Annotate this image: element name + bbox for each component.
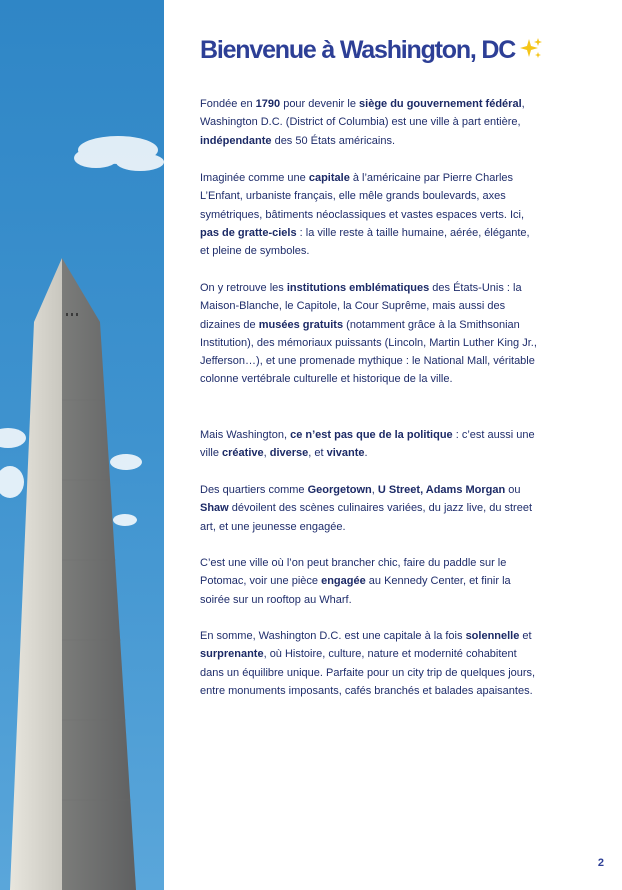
emphasis-text: indépendante [200, 134, 272, 147]
emphasis-text: surprenante [200, 648, 264, 661]
emphasis-text: engagée [321, 575, 366, 588]
emphasis-text: créative [222, 447, 264, 460]
emphasis-text: Georgetown [307, 484, 372, 496]
paragraph-conclusion [200, 627, 540, 700]
body-text: On y retrouve les [200, 282, 287, 294]
body-text: au Kennedy Center, et finir la soirée sur un rooftop au Wharf. [200, 575, 511, 606]
body-text: et [519, 630, 532, 642]
body-text: Mais Washington, [200, 429, 291, 441]
body-text: , [263, 447, 270, 460]
paragraph-ville [200, 554, 540, 609]
body-text: C’est une ville où l’on peut brancher chic, faire du paddle sur le Potomac, voir une pièce [200, 557, 507, 588]
sparkles-icon [519, 37, 543, 68]
emphasis-text: diverse [269, 447, 309, 460]
body-text: ou [505, 484, 521, 496]
body-text: Fondée en [200, 98, 256, 110]
body-text: . [364, 447, 368, 460]
paragraph-politique [200, 426, 540, 463]
paragraph-quartiers [200, 481, 540, 536]
emphasis-text: musées gratuits [258, 318, 344, 331]
body-text: dévoilent des scènes culinaires variées, du jazz live, du street art, et une jeunesse engagée. [200, 502, 533, 533]
page-title-text: Bienvenue à Washington, DC [200, 36, 516, 64]
body-text: , où Histoire, culture, nature et modernité cohabitent dans un équilibre unique. Parfaite pour un city trip de quelques jours, entre monuments imposants, cafés branchés et balades apaisantes. [200, 648, 536, 697]
emphasis-text: pas de gratte-ciels [200, 226, 297, 239]
emphasis-text: Shaw [200, 502, 229, 515]
body-text: à l’américaine par Pierre Charles L’Enfant, urbaniste français, elle mêle grands boulevards, axes symétriques, bâtiments néoclassiques et vastes espaces verts. Ici, [200, 172, 525, 221]
page-title [200, 36, 610, 68]
emphasis-text: institutions emblématiques [286, 282, 430, 294]
body-text: , et [308, 447, 327, 460]
body-text: des États-Unis : la Maison-Blanche, le Capitole, la Cour Suprême, mais aussi des dizaines de [200, 282, 522, 331]
paragraph-capitale [200, 169, 540, 260]
body-text: Imaginée comme une [200, 172, 309, 184]
body-text: : la ville reste à taille humaine, aérée, élégante, et pleine de symboles. [200, 226, 530, 258]
body-text: des 50 États américains. [271, 134, 396, 147]
page-number: 2 [597, 857, 604, 869]
emphasis-text: siège du gouvernement fédéral [359, 98, 522, 110]
body-text: En somme, Washington D.C. est une capitale à la fois [200, 630, 466, 642]
emphasis-text: vivante [326, 447, 365, 460]
body-text: pour devenir le [280, 98, 360, 110]
body-text: (notamment grâce à la Smithsonian Institution), des mémoriaux puissants (Lincoln, Martin Luther King Jr., Jefferson…), et une promenade mythique : le National Mall, véritable colonne vertébrale culturelle et historique de la ville. [200, 318, 537, 386]
emphasis-text: ce n’est pas que de la politique [290, 429, 453, 441]
paragraph-intro [200, 95, 540, 150]
emphasis-text: solennelle [465, 630, 520, 642]
emphasis-text: U Street, Adams Morgan [377, 484, 506, 496]
emphasis-text: 1790 [255, 98, 281, 110]
emphasis-text: capitale [308, 172, 350, 184]
body-text: : c’est aussi une ville [200, 429, 535, 460]
washington-monument-photo [0, 0, 164, 890]
body-text: Des quartiers comme [200, 484, 308, 496]
body-text: , [371, 484, 378, 496]
monument-illustration [0, 0, 164, 890]
paragraph-institutions [200, 279, 540, 389]
body-text: , Washington D.C. (District of Columbia) est une ville à part entière, [200, 98, 525, 129]
